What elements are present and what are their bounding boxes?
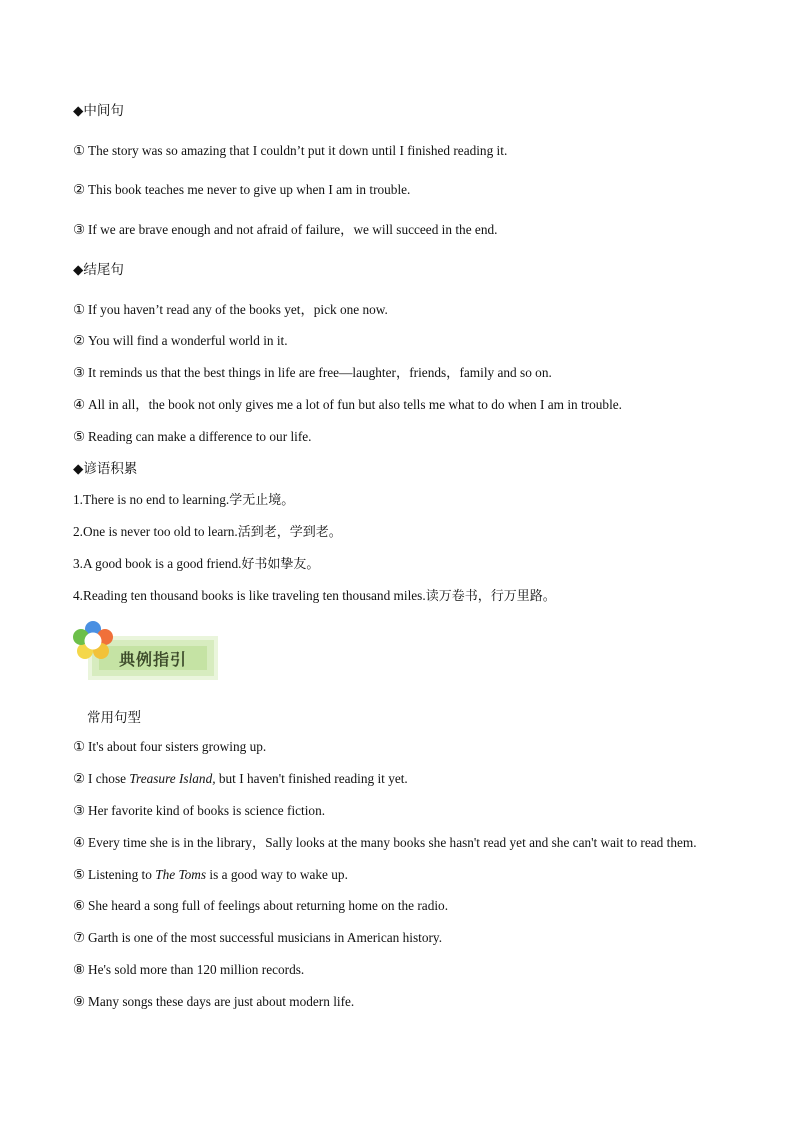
sentence-text: It reminds us that the best things in life are free—laughter，friends，family and so on. xyxy=(88,365,552,380)
banner-title: 典例指引 xyxy=(118,649,187,669)
proverb-chinese: 读万卷书，行万里路。 xyxy=(425,589,556,604)
sentence-post: but I haven't finished reading it yet. xyxy=(215,771,408,786)
sentence-text: She heard a song full of feelings about returning home on the radio. xyxy=(88,898,449,913)
sentence-text: This book teaches me never to give up when I am in trouble. xyxy=(88,182,411,197)
sentence-text: Reading can make a difference to our life. xyxy=(88,429,312,444)
sentence-text: If we are brave enough and not afraid of failure，we will succeed in the end. xyxy=(88,222,498,237)
sentence-text: All in all，the book not only gives me a lot of fun but also tells me what to do when I am in trouble. xyxy=(88,397,623,412)
item-number: ④ xyxy=(73,397,85,412)
item-number: ⑤ xyxy=(73,429,85,444)
item-number: ⑨ xyxy=(73,994,85,1009)
proverb-chinese: 学无止境。 xyxy=(229,493,295,508)
example-sentence-5 xyxy=(73,866,348,884)
proverb-2 xyxy=(73,523,342,542)
sentence-pre: I chose xyxy=(88,771,130,786)
example-sentence-4 xyxy=(73,834,697,852)
book-title: Treasure Island, xyxy=(129,771,216,786)
middle-sentence-3 xyxy=(73,221,497,239)
ending-sentence-5 xyxy=(73,428,311,446)
item-number: ③ xyxy=(73,803,85,818)
song-title: The Toms xyxy=(155,867,207,882)
proverb-1 xyxy=(73,491,294,510)
example-sentence-7 xyxy=(73,929,442,947)
example-sentence-2 xyxy=(73,770,408,788)
item-number: ② xyxy=(73,333,85,348)
ending-sentence-3 xyxy=(73,364,552,382)
sentence-text: He's sold more than 120 million records. xyxy=(88,962,305,977)
proverb-chinese: 活到老，学到老。 xyxy=(237,525,342,540)
sentence-text: Every time she is in the library，Sally looks at the many books she hasn't read yet and she can't wait to read them. xyxy=(88,835,697,850)
example-subheading: 常用句型 xyxy=(87,710,141,726)
item-number: ⑧ xyxy=(73,962,85,977)
item-number: ① xyxy=(73,302,85,317)
sentence-text: You will find a wonderful world in it. xyxy=(88,333,288,348)
item-number: ③ xyxy=(73,222,85,237)
ending-sentence-2 xyxy=(73,332,288,350)
section-heading-ending: ◆结尾句 xyxy=(73,262,124,278)
sentence-text: Garth is one of the most successful musicians in American history. xyxy=(88,930,443,945)
item-number: ① xyxy=(73,143,85,158)
sentence-text: The story was so amazing that I couldn’t put it down until I finished reading it. xyxy=(88,143,508,158)
proverb-english: 3.A good book is a good friend. xyxy=(73,556,242,571)
proverb-3 xyxy=(73,555,319,574)
item-number: ⑦ xyxy=(73,930,85,945)
sentence-pre: Listening to xyxy=(88,867,156,882)
item-number: ⑥ xyxy=(73,898,85,913)
item-number: ③ xyxy=(73,365,85,380)
sentence-text: Her favorite kind of books is science fiction. xyxy=(88,803,326,818)
example-guide-banner xyxy=(72,620,228,690)
proverb-4 xyxy=(73,587,556,606)
sentence-post: is a good way to wake up. xyxy=(206,867,348,882)
proverb-chinese: 好书如挚友。 xyxy=(241,557,320,572)
item-number: ① xyxy=(73,739,85,754)
sentence-text: Many songs these days are just about modern life. xyxy=(88,994,355,1009)
ending-sentence-1 xyxy=(73,301,388,319)
example-sentence-6 xyxy=(73,897,448,915)
item-number: ④ xyxy=(73,835,85,850)
proverb-english: 2.One is never too old to learn. xyxy=(73,524,238,539)
sentence-text: If you haven’t read any of the books yet，pick one now. xyxy=(88,302,388,317)
middle-sentence-1 xyxy=(73,142,507,160)
sentence-text: It's about four sisters growing up. xyxy=(88,739,267,754)
proverb-english: 1.There is no end to learning. xyxy=(73,492,230,507)
example-sentence-1 xyxy=(73,738,266,756)
example-sentence-8 xyxy=(73,961,304,979)
example-sentence-3 xyxy=(73,802,325,820)
section-heading-middle: ◆中间句 xyxy=(73,103,124,119)
middle-sentence-2 xyxy=(73,181,410,199)
example-sentence-9 xyxy=(73,993,354,1011)
item-number: ② xyxy=(73,182,85,197)
section-heading-proverbs: ◆谚语积累 xyxy=(73,461,138,477)
item-number: ② xyxy=(73,771,85,786)
proverb-english: 4.Reading ten thousand books is like traveling ten thousand miles. xyxy=(73,588,426,603)
ending-sentence-4 xyxy=(73,396,622,414)
item-number: ⑤ xyxy=(73,867,85,882)
flower-icon xyxy=(72,620,114,662)
